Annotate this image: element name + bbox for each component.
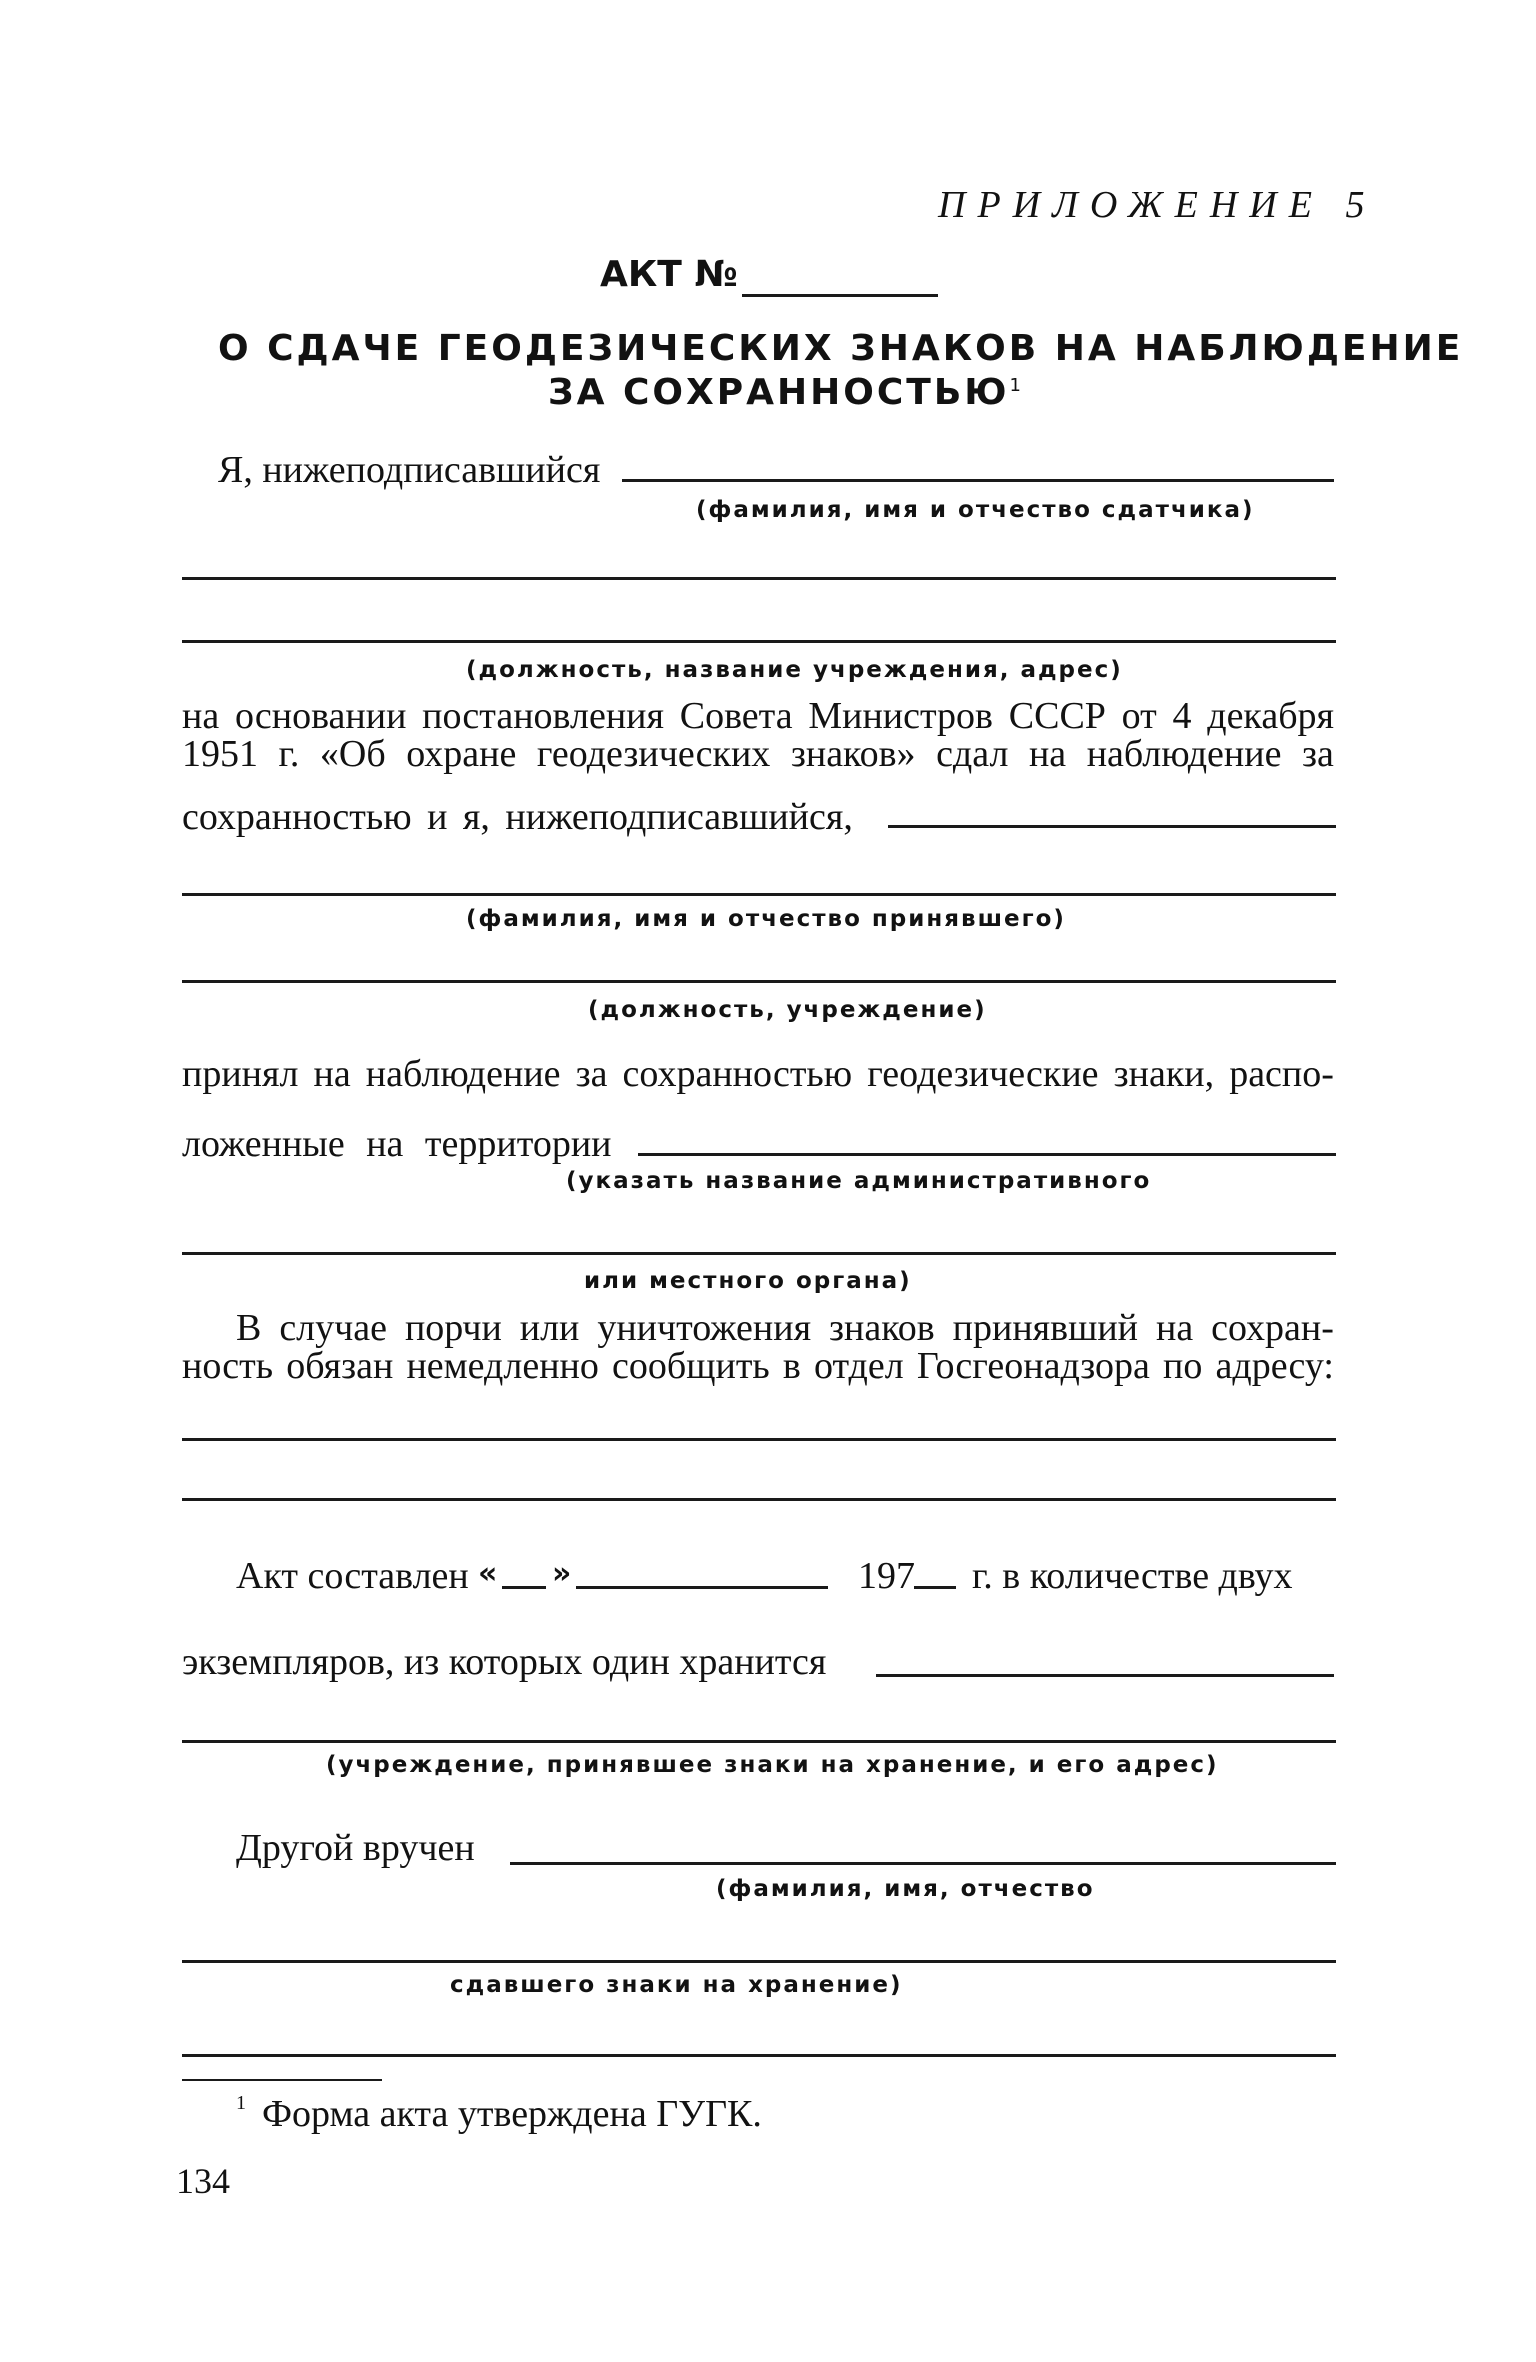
word: за — [575, 1053, 608, 1095]
word: на — [1028, 733, 1067, 775]
word: «Об — [319, 733, 386, 775]
ya-label: Я, нижеподписавшийся — [218, 449, 601, 491]
word: на — [182, 695, 220, 737]
word: наблюдение — [1086, 733, 1282, 775]
word: охране — [406, 733, 517, 775]
word: геодезических — [536, 733, 771, 775]
title-line-1: О СДАЧЕ ГЕОДЕЗИЧЕСКИХ ЗНАКОВ НА НАБЛЮДЕНИЕ — [218, 328, 1464, 369]
act-number-blank — [742, 294, 938, 297]
word: принял — [182, 1053, 299, 1095]
word: адресу: — [1215, 1345, 1334, 1387]
word: знаков» — [790, 733, 916, 775]
word: СССР — [1008, 695, 1106, 737]
word: знаков — [829, 1307, 935, 1349]
word: постановления — [422, 695, 664, 737]
receiver-position-blank — [182, 980, 1336, 983]
page-number: 134 — [176, 2161, 230, 2201]
word: отдел — [813, 1345, 904, 1387]
word: Госгеонадзора — [916, 1345, 1150, 1387]
word: 4 — [1172, 695, 1192, 737]
word: на — [313, 1053, 351, 1095]
word: г. — [278, 733, 300, 775]
word: принявший — [952, 1307, 1139, 1349]
other-handed-label: Другой вручен — [236, 1827, 475, 1869]
word: ность — [182, 1345, 274, 1387]
word: на — [1155, 1307, 1194, 1349]
surrendering-party-blank — [622, 479, 1334, 482]
word: распо- — [1229, 1053, 1334, 1095]
year-prefix: 197 — [858, 1555, 915, 1597]
caption-authority-part2: или местного органа) — [584, 1268, 912, 1294]
para2-line1 — [182, 1052, 1334, 1096]
caption-storage-institution: (учреждение, принявшее знаки на хранение, и его адрес) — [326, 1752, 1219, 1778]
word: декабря — [1207, 695, 1334, 737]
word: порчи — [404, 1307, 502, 1349]
word: Министров — [808, 695, 994, 737]
appendix-heading: ПРИЛОЖЕНИЕ 5 — [938, 184, 1377, 226]
final-blank — [182, 2054, 1336, 2057]
caption-authority-part1: (указать название административного — [566, 1168, 1152, 1194]
word: В — [236, 1307, 262, 1349]
territory-blank — [638, 1153, 1336, 1156]
word: обязан — [286, 1345, 394, 1387]
word: Совета — [679, 695, 793, 737]
word: от — [1121, 695, 1157, 737]
para1-line3: сохранностью и я, нижеподписавшийся, — [182, 796, 853, 838]
caption-handed-part2: сдавшего знаки на хранение) — [450, 1972, 903, 1998]
caption-position-institution-address: (должность, название учреждения, адрес) — [466, 657, 1123, 683]
day-blank — [502, 1586, 546, 1589]
footnote-mark: 1 — [1009, 375, 1024, 396]
month-blank — [576, 1586, 828, 1589]
word: геодезические — [867, 1053, 1099, 1095]
year-suffix: г. в количестве двух — [972, 1555, 1293, 1597]
storage-blank-inline — [876, 1674, 1334, 1677]
word: по — [1163, 1345, 1203, 1387]
word: основании — [234, 695, 407, 737]
title-line-2 — [548, 372, 1024, 413]
caption-handed-part1: (фамилия, имя, отчество — [716, 1876, 1095, 1902]
word: сообщить — [612, 1345, 770, 1387]
word: сохранностью — [622, 1053, 853, 1095]
act-drawn-up-label: Акт составлен — [236, 1555, 469, 1597]
word: сдал — [936, 733, 1009, 775]
title-line-2-text: ЗА СОХРАННОСТЬЮ — [548, 372, 1010, 413]
year-blank — [914, 1586, 956, 1589]
quote-close: » — [552, 1556, 572, 1591]
address-blank-1 — [182, 1438, 1336, 1441]
footnote-number: 1 — [236, 2092, 246, 2114]
footnote-separator — [182, 2079, 382, 2081]
para1-line2 — [182, 732, 1334, 776]
word: 1951 — [182, 733, 258, 775]
handed-blank — [182, 1960, 1336, 1963]
para3-line2 — [182, 1344, 1334, 1388]
position-blank-2 — [182, 640, 1336, 643]
receiver-blank — [182, 893, 1336, 896]
word: немедленно — [406, 1345, 599, 1387]
address-blank-2 — [182, 1498, 1336, 1501]
caption-surrendering-party: (фамилия, имя и отчество сдатчика) — [696, 497, 1255, 523]
word: знаки, — [1113, 1053, 1215, 1095]
copies-line: экземпляров, из которых один хранится — [182, 1641, 827, 1683]
word: случае — [279, 1307, 387, 1349]
authority-blank — [182, 1252, 1336, 1255]
word: уничтожения — [597, 1307, 812, 1349]
quote-open: « — [478, 1556, 498, 1591]
word: или — [519, 1307, 580, 1349]
word: наблюдение — [365, 1053, 561, 1095]
word: за — [1301, 733, 1334, 775]
receiver-blank-inline — [888, 825, 1336, 828]
para2-line2: ложенные на территории — [182, 1123, 612, 1165]
caption-position-institution: (должность, учреждение) — [588, 997, 987, 1023]
caption-receiving-party: (фамилия, имя и отчество принявшего) — [466, 906, 1066, 932]
act-number-label: АКТ № — [600, 254, 738, 295]
word: в — [782, 1345, 801, 1387]
storage-blank — [182, 1740, 1336, 1743]
handed-blank-inline — [510, 1862, 1336, 1865]
position-blank-1 — [182, 577, 1336, 580]
word: сохран- — [1211, 1307, 1334, 1349]
footnote-text: Форма акта утверждена ГУГК. — [262, 2093, 762, 2135]
